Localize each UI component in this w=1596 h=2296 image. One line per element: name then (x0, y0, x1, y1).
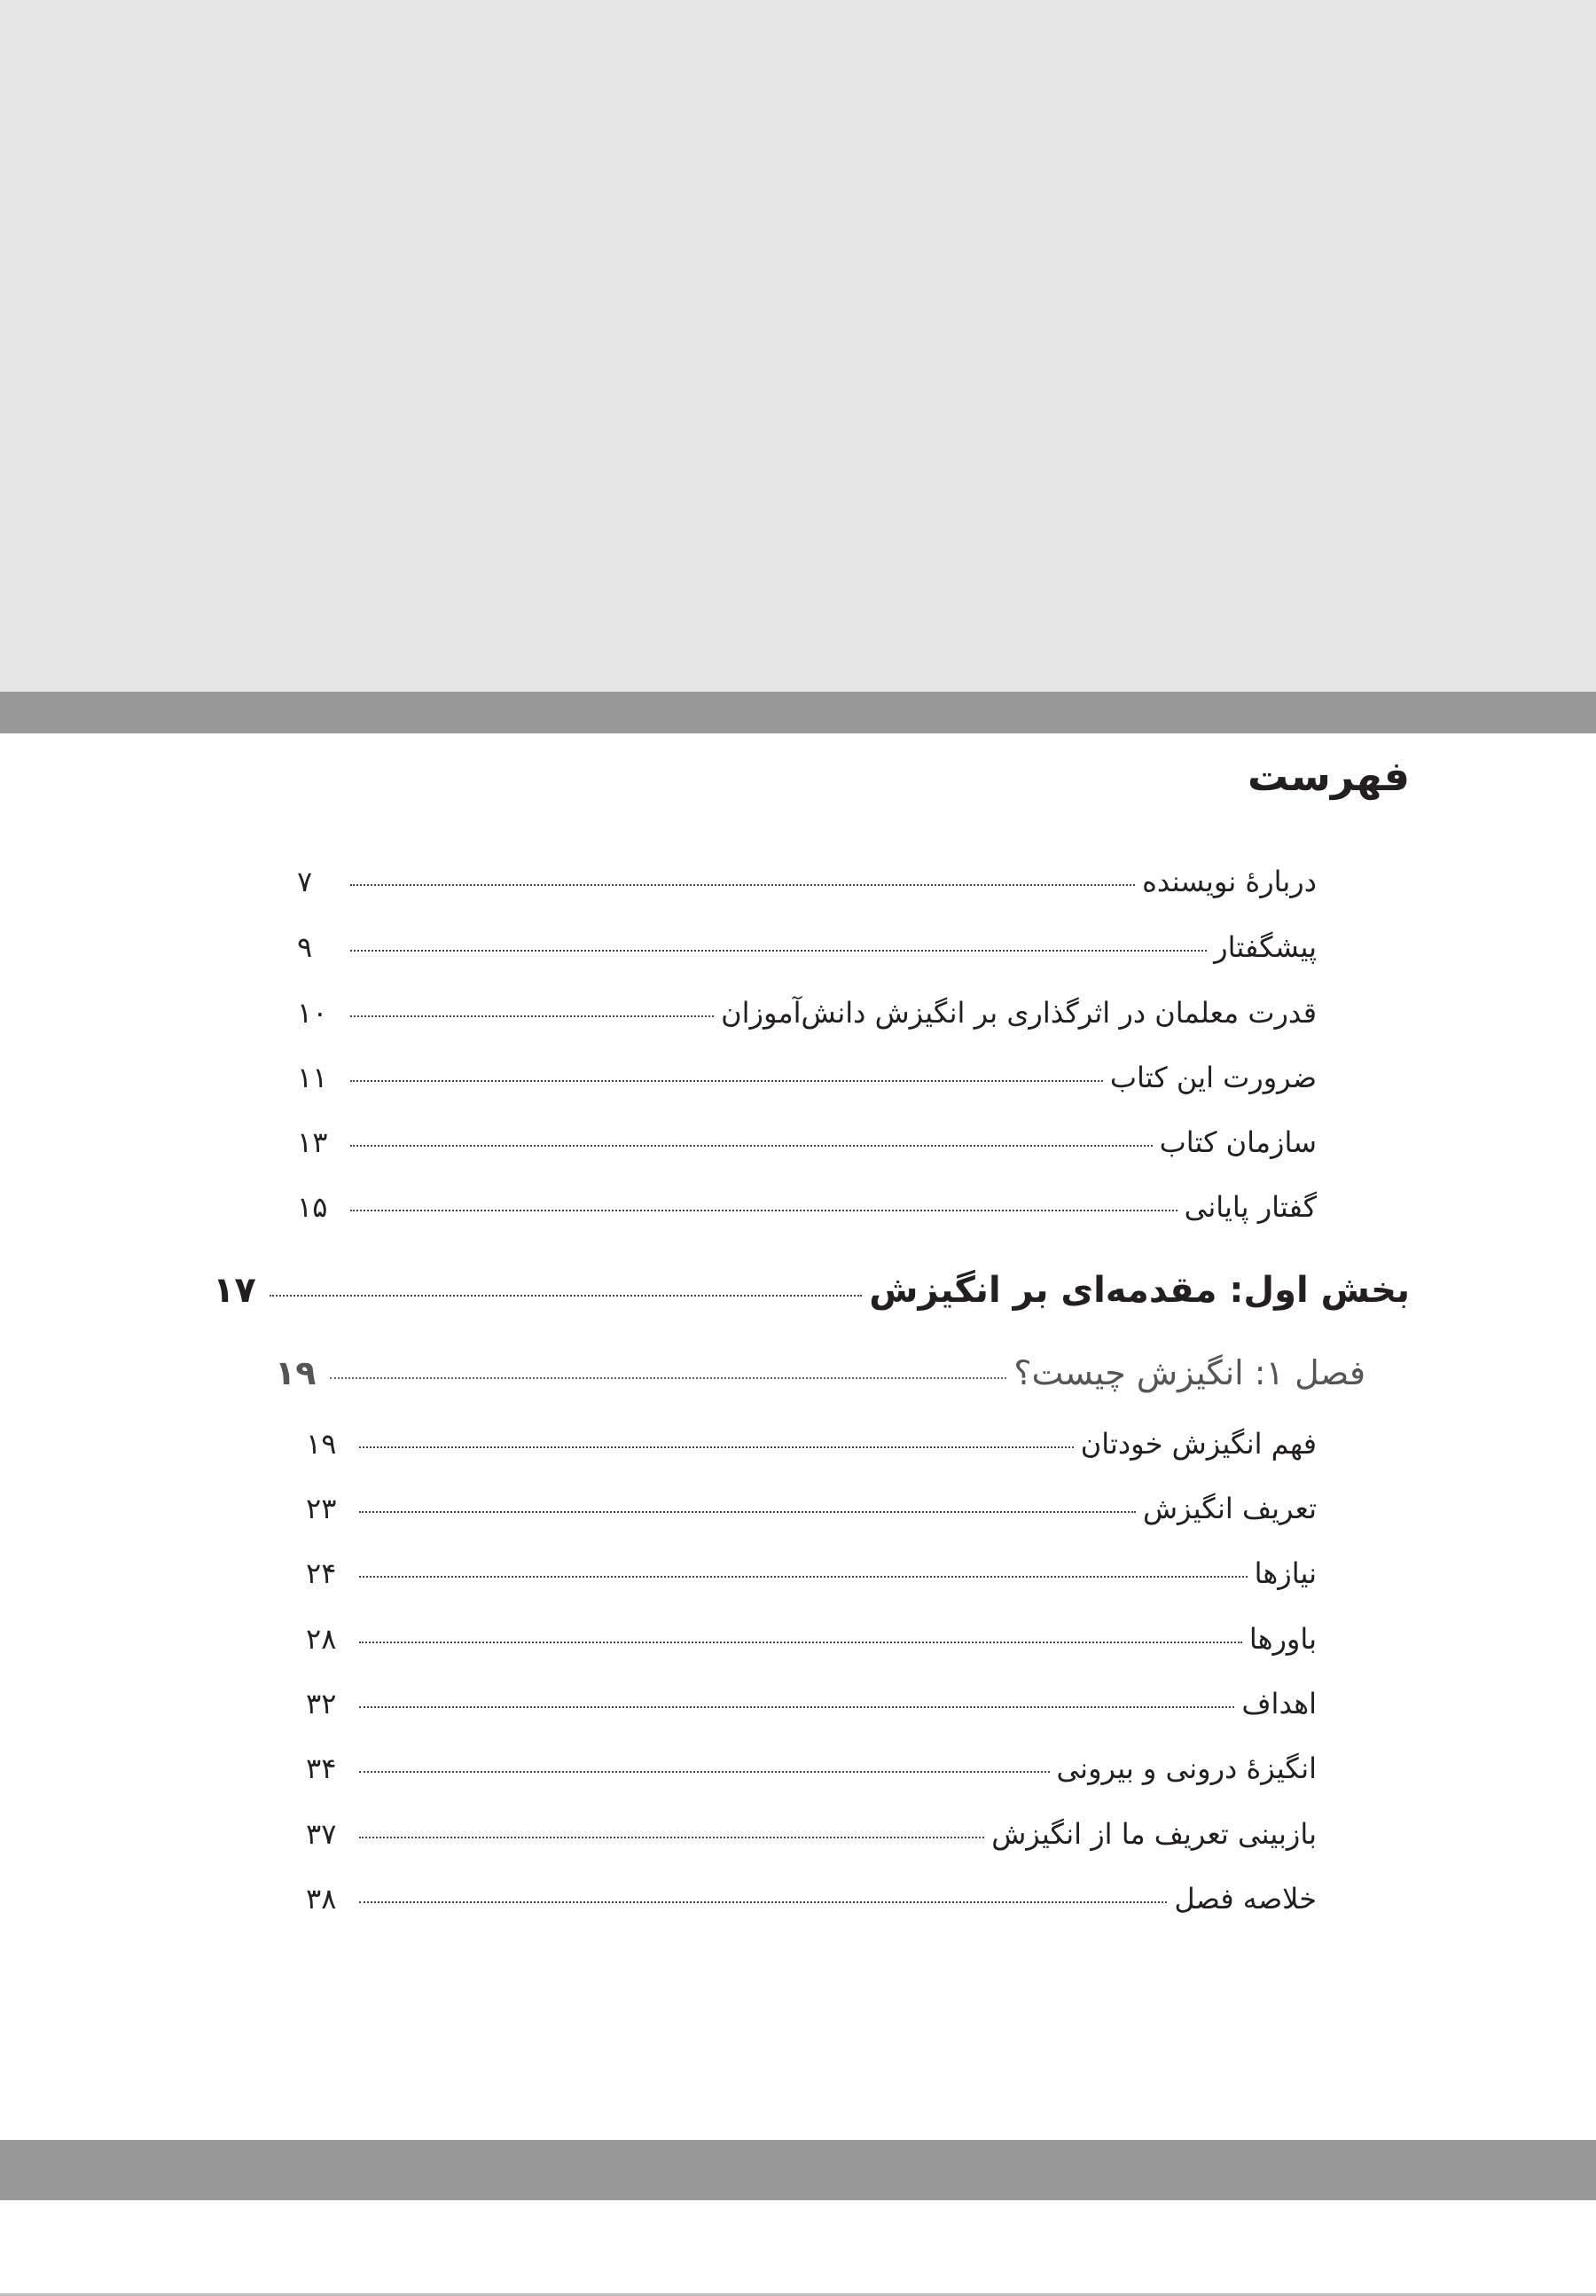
dot-leader (350, 950, 1207, 952)
dot-leader (330, 1377, 1006, 1379)
top-gray-band (0, 0, 1596, 692)
entry-title: نیازها (1254, 1556, 1317, 1590)
dot-leader (350, 1145, 1153, 1147)
dot-leader (359, 1901, 1167, 1903)
toc-entry-chapter-summary[interactable] (306, 1882, 1317, 1926)
toc-entry-understand-motivation[interactable] (306, 1427, 1317, 1471)
toc-entry-final-word[interactable] (297, 1190, 1317, 1234)
bottom-rule (0, 2140, 1596, 2200)
part-title: بخش اول: مقدمه‌ای بر انگیزش (869, 1270, 1410, 1311)
toc-entry-revisit-definition[interactable] (306, 1817, 1317, 1861)
page-number: ۳۷ (306, 1817, 337, 1851)
page-number: ۱۱ (297, 1061, 328, 1094)
page-number: ۲۸ (306, 1622, 337, 1656)
page-number: ۲۴ (306, 1556, 337, 1590)
dot-leader (359, 1511, 1136, 1513)
toc-entry-intrinsic-extrinsic[interactable] (306, 1751, 1317, 1796)
top-rule (0, 692, 1596, 733)
dot-leader (359, 1837, 984, 1838)
toc-entry-chapter-one[interactable] (275, 1353, 1365, 1403)
toc-entry-goals[interactable] (306, 1687, 1317, 1731)
page-number: ۱۷ (213, 1270, 256, 1311)
page-number: ۳۴ (306, 1751, 337, 1785)
page-number: ۹ (297, 930, 313, 964)
dot-leader (350, 1210, 1177, 1211)
page-number: ۱۹ (306, 1427, 337, 1461)
page-number: ۱۹ (275, 1353, 317, 1392)
toc-entry-about-author[interactable] (297, 865, 1317, 909)
entry-title: باورها (1248, 1622, 1317, 1656)
dot-leader (270, 1295, 862, 1297)
entry-title: فهم انگیزش خودتان (1080, 1427, 1317, 1461)
toc-entry-need-for-book[interactable] (297, 1061, 1317, 1105)
toc-entry-book-organization[interactable] (297, 1125, 1317, 1170)
dot-leader (359, 1706, 1234, 1708)
dot-leader (350, 1015, 714, 1017)
page-number: ۳۸ (306, 1882, 337, 1916)
toc-entry-define-motivation[interactable] (306, 1492, 1317, 1536)
toc-entry-needs[interactable] (306, 1556, 1317, 1601)
page-number: ۱۵ (297, 1190, 328, 1224)
toc-entry-beliefs[interactable] (306, 1622, 1317, 1666)
entry-title: دربارۀ نویسنده (1142, 865, 1317, 898)
dot-leader (359, 1576, 1248, 1578)
entry-title: سازمان کتاب (1159, 1125, 1317, 1159)
page-number: ۳۲ (306, 1687, 337, 1720)
toc-entry-preface[interactable] (297, 930, 1317, 975)
toc-title: فهرست (1247, 752, 1410, 800)
dot-leader (359, 1771, 1050, 1773)
entry-title: اهداف (1241, 1687, 1317, 1720)
entry-title: بازبینی تعریف ما از انگیزش (991, 1817, 1317, 1851)
dot-leader (359, 1642, 1242, 1643)
entry-title: تعریف انگیزش (1142, 1492, 1317, 1525)
page-number: ۱۰ (297, 996, 328, 1030)
page-number: ۱۳ (297, 1125, 328, 1159)
dot-leader (350, 884, 1135, 886)
entry-title: انگیزۀ درونی و بیرونی (1056, 1751, 1317, 1785)
entry-title: ضرورت این کتاب (1109, 1061, 1317, 1094)
entry-title: قدرت معلمان در اثرگذاری بر انگیزش دانش‌آموزان (721, 996, 1317, 1030)
chapter-title: فصل ۱: انگیزش چیست؟ (1013, 1353, 1365, 1392)
toc-entry-teachers-power[interactable] (297, 996, 1317, 1040)
entry-title: خلاصه فصل (1174, 1882, 1317, 1916)
dot-leader (359, 1446, 1074, 1448)
entry-title: پیشگفتار (1214, 930, 1317, 964)
toc-entry-part-one[interactable] (213, 1270, 1410, 1321)
dot-leader (350, 1080, 1103, 1082)
entry-title: گفتار پایانی (1184, 1190, 1317, 1224)
page-number: ۷ (297, 865, 313, 898)
page-number: ۲۳ (306, 1492, 337, 1525)
